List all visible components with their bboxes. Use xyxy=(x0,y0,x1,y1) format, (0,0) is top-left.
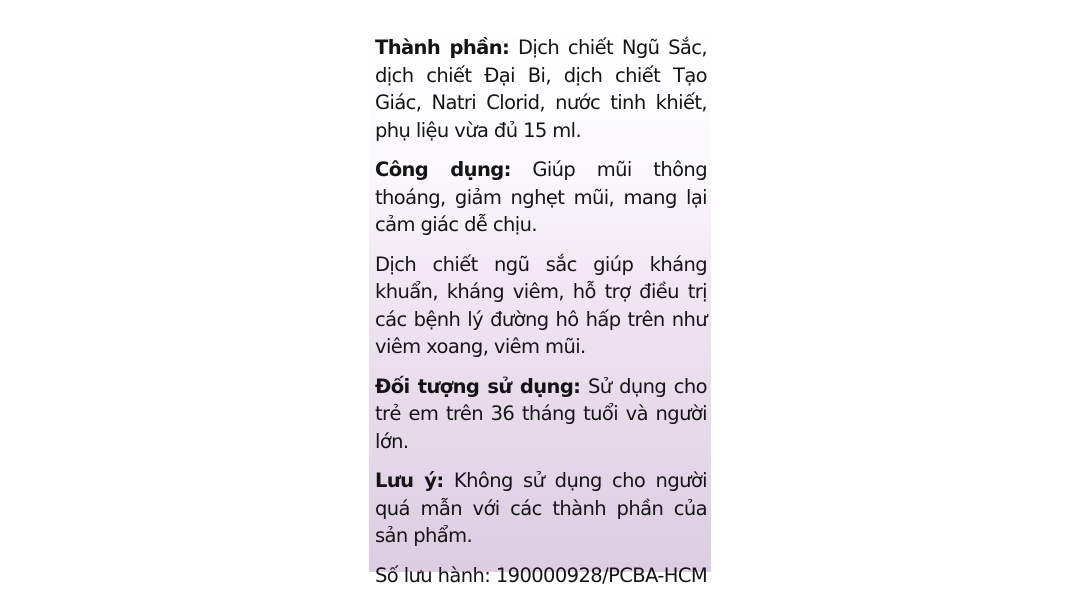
ingredients-paragraph xyxy=(375,34,707,144)
extract-note-paragraph xyxy=(375,251,707,361)
warning-paragraph xyxy=(375,467,707,550)
warning-text: Không sử dụng cho người quá mẫn với các thành phần của sản phẩm. xyxy=(375,469,707,547)
ingredients-text: Dịch chiết Ngũ Sắc, dịch chiết Đại Bi, dịch chiết Tạo Giác, Natri Clorid, nước tinh khiết, phụ liệu vừa đủ 15 ml. xyxy=(375,36,707,142)
target-users-text: Sử dụng cho trẻ em trên 36 tháng tuổi và người lớn. xyxy=(375,374,707,453)
product-label-panel xyxy=(369,28,711,587)
uses-label: Công dụng: xyxy=(375,158,511,181)
uses-paragraph xyxy=(375,156,707,239)
uses-text: Giúp mũi thông thoáng, giảm nghẹt mũi, mang lại cảm giác dễ chịu. xyxy=(375,158,707,236)
warning-label: Lưu ý: xyxy=(375,469,444,492)
ingredients-label: Thành phần: xyxy=(375,36,510,59)
extract-note-text: Dịch chiết ngũ sắc giúp kháng khuẩn, kháng viêm, hỗ trợ điều trị các bệnh lý đường hô hấp trên như viêm xoang, viêm mũi. xyxy=(375,252,707,358)
target-users-label: Đối tượng sử dụng: xyxy=(375,374,581,398)
target-users-paragraph xyxy=(375,373,707,456)
registration-number: Số lưu hành: 190000928/PCBA-HCM xyxy=(375,563,708,587)
